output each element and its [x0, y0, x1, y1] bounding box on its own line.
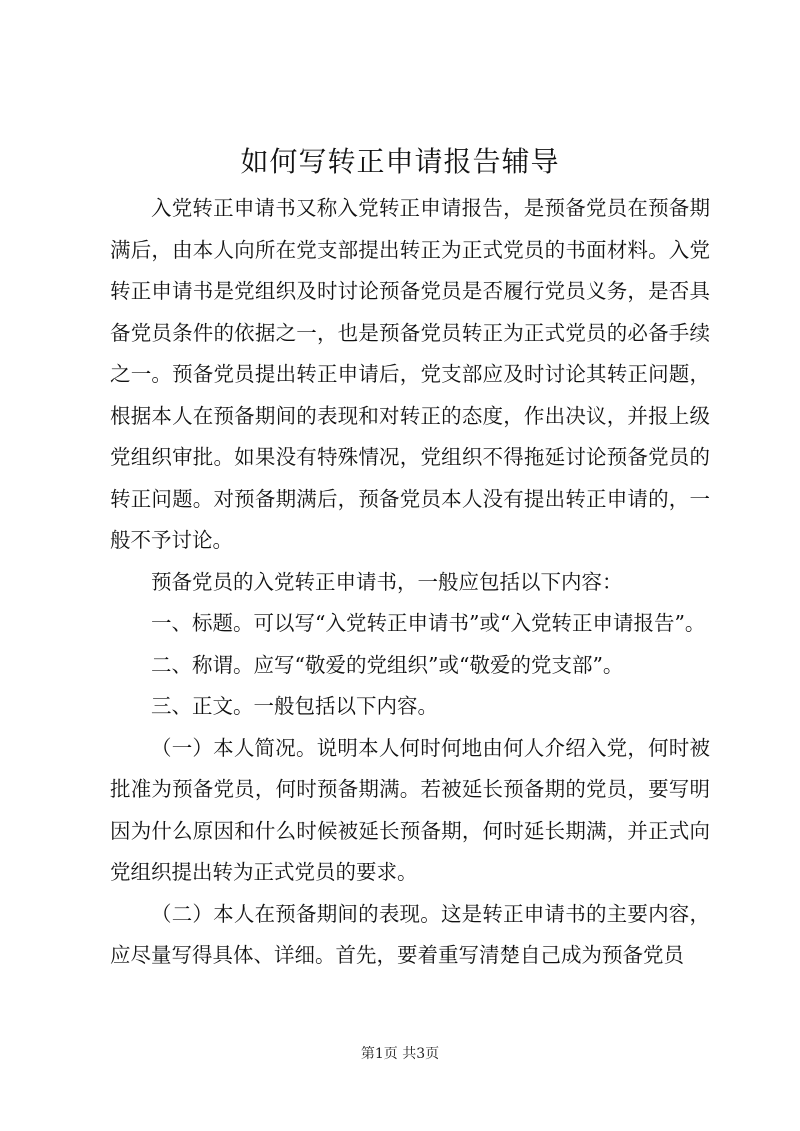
- paragraph-subsection-1: （一）本人简况。说明本人何时何地由何人介绍入党，何时被批准为预备党员，何时预备期满。若被延长预备期的党员，要写明因为什么原因和什么时候被延长预备期，何时延长期满，并正式向党组织提出转为正式党员的要求。: [110, 735, 710, 884]
- document-body: [110, 188, 710, 977]
- paragraph-section-body: 三、正文。一般包括以下内容。: [151, 694, 438, 718]
- page-footer: 第1页 共3页: [360, 1046, 440, 1062]
- paragraph-intro: 入党转正申请书又称入党转正申请报告，是预备党员在预备期满后，由本人向所在党支部提出转正为正式党员的书面材料。入党转正申请书是党组织及时讨论预备党员是否履行党员义务，是否具备党员条件的依据之一，也是预备党员转正为正式党员的必备手续之一。预备党员提出转正申请后，党支部应及时讨论其转正问题，根据本人在预备期间的表现和对转正的态度，作出决议，并报上级党组织审批。如果没有特殊情况，党组织不得拖延讨论预备党员的转正问题。对预备期满后，预备党员本人没有提出转正申请的，一般不予讨论。: [110, 196, 710, 552]
- paragraph-subsection-2: （二）本人在预备期间的表现。这是转正申请书的主要内容，应尽量写得具体、详细。首先，要着重写清楚自己成为预备党员: [110, 901, 710, 967]
- paragraph-section-title: 一、标题。可以写“入党转正申请书”或“入党转正申请报告”。: [151, 611, 706, 635]
- paragraph-contents-lead: 预备党员的入党转正申请书，一般应包括以下内容：: [151, 569, 623, 594]
- paragraph-section-salutation: 二、称谓。应写“敬爱的党组织”或“敬爱的党支部”。: [151, 652, 624, 677]
- document-title: 如何写转正申请报告辅导: [240, 145, 560, 178]
